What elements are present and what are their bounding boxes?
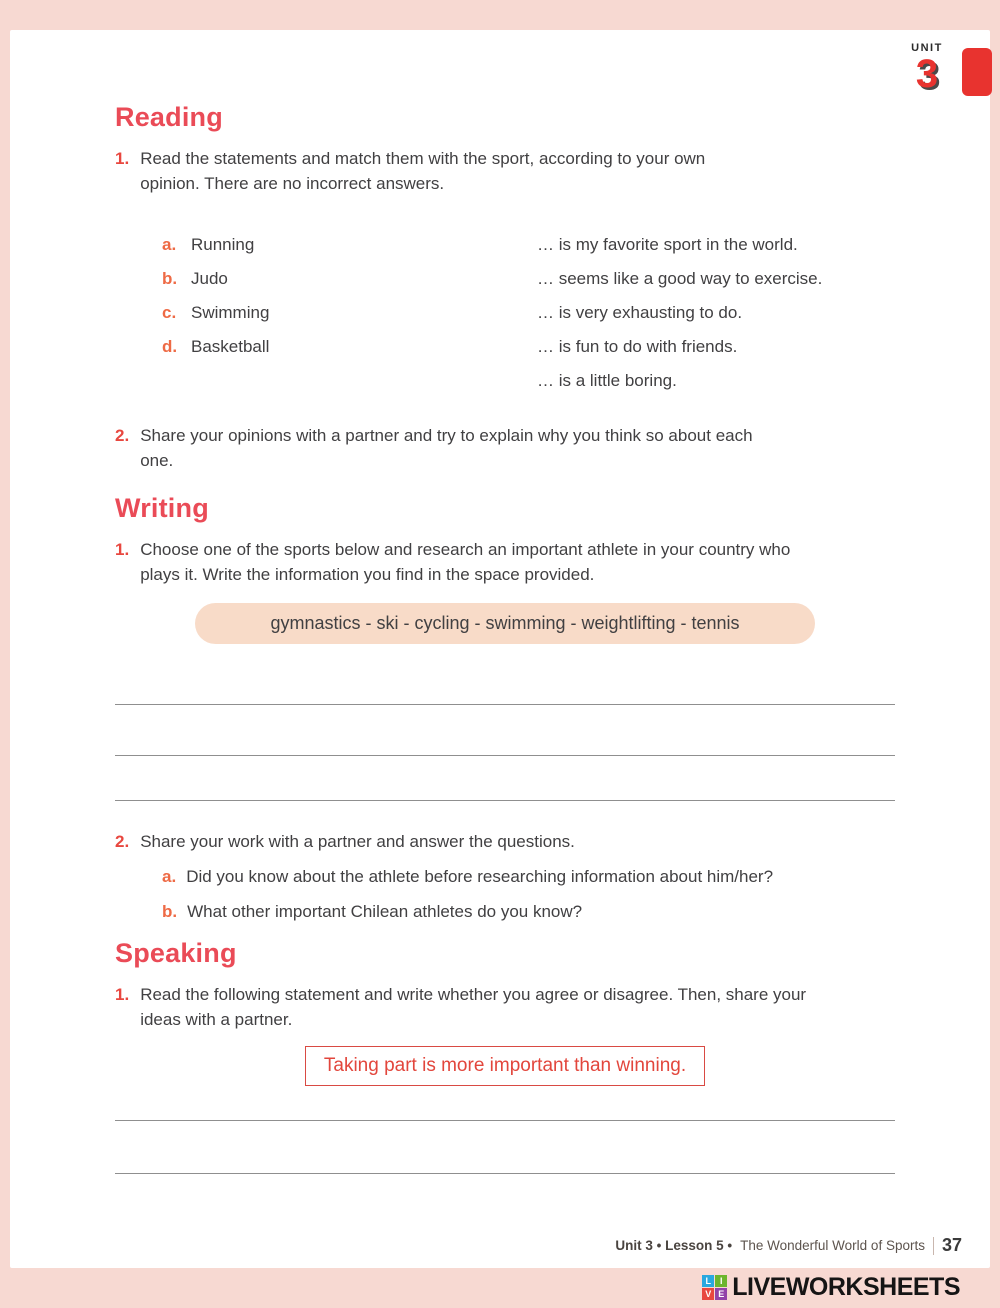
statement-label: … is very exhausting to do.	[537, 303, 743, 322]
match-row	[162, 266, 895, 291]
footer-lesson-bold: Unit 3 • Lesson 5 •	[615, 1238, 733, 1253]
footer-divider	[933, 1237, 934, 1255]
unit-number: 3	[915, 52, 939, 96]
match-letter: c.	[162, 303, 177, 322]
liveworksheets-tiles-icon	[702, 1275, 727, 1300]
writing-exercise-1	[115, 537, 895, 587]
exercise-number: 2.	[115, 832, 130, 851]
match-letter: b.	[162, 269, 178, 288]
sub-question-b	[162, 899, 895, 924]
exercise-number: 1.	[115, 149, 130, 168]
matching-list	[162, 232, 895, 393]
answer-line[interactable]	[115, 800, 895, 801]
sub-question-text: What other important Chilean athletes do you know?	[187, 902, 583, 921]
match-letter: d.	[162, 337, 178, 356]
sub-question-letter: b.	[162, 902, 178, 921]
word-bank: gymnastics - ski - cycling - swimming - weightlifting - tennis	[195, 603, 815, 644]
match-row	[162, 368, 895, 393]
match-letter: a.	[162, 235, 177, 254]
exercise-number: 1.	[115, 540, 130, 559]
statement-label: … seems like a good way to exercise.	[537, 269, 823, 288]
sport-label: Running	[191, 235, 255, 254]
answer-line[interactable]	[115, 1120, 895, 1121]
answer-line[interactable]	[115, 1173, 895, 1174]
match-row	[162, 232, 895, 257]
exercise-number: 1.	[115, 985, 130, 1004]
exercise-instruction: Share your work with a partner and answer the questions.	[140, 832, 575, 851]
sub-question-a	[162, 864, 895, 889]
statement-box-wrapper	[115, 1046, 895, 1086]
exercise-instruction: Share your opinions with a partner and try to explain why you think so about each one.	[140, 426, 753, 470]
reading-exercise-2	[115, 423, 895, 473]
statement-label: … is fun to do with friends.	[537, 337, 738, 356]
answer-line[interactable]	[115, 704, 895, 705]
match-letter	[162, 368, 191, 393]
statement-label: … is a little boring.	[537, 371, 677, 390]
sport-label: Basketball	[191, 337, 270, 356]
unit-label: UNIT	[911, 42, 943, 54]
section-title-reading: Reading	[115, 102, 223, 132]
sub-question-letter: a.	[162, 867, 177, 886]
sport-label: Swimming	[191, 303, 270, 322]
logo-tile-e: E	[715, 1288, 727, 1300]
logo-tile-i: I	[715, 1275, 727, 1287]
section-title-speaking: Speaking	[115, 938, 237, 968]
liveworksheets-wordmark: LIVEWORKSHEETS	[732, 1273, 960, 1301]
footer-lesson-title: The Wonderful World of Sports	[740, 1238, 925, 1253]
answer-line[interactable]	[115, 755, 895, 756]
exercise-instruction: Read the statements and match them with the sport, according to your own opinion. There are no incorrect answers.	[140, 149, 706, 193]
speaking-exercise-1	[115, 982, 895, 1032]
liveworksheets-logo[interactable]	[702, 1273, 960, 1302]
page-footer	[615, 1235, 962, 1256]
logo-tile-v: V	[702, 1288, 714, 1300]
sub-question-text: Did you know about the athlete before researching information about him/her?	[186, 867, 774, 886]
writing-exercise-2	[115, 829, 895, 854]
sport-label: Judo	[191, 269, 228, 288]
match-row	[162, 300, 895, 325]
exercise-instruction: Read the following statement and write whether you agree or disagree. Then, share your ideas with a partner.	[140, 985, 807, 1029]
section-title-writing: Writing	[115, 493, 209, 523]
reading-exercise-1	[115, 146, 895, 196]
exercise-instruction: Choose one of the sports below and research an important athlete in your country who plays it. Write the information you find in the space provided.	[140, 540, 791, 584]
exercise-number: 2.	[115, 426, 130, 445]
logo-tile-l: L	[702, 1275, 714, 1287]
worksheet-page	[10, 30, 990, 1268]
statement-label: … is my favorite sport in the world.	[537, 235, 798, 254]
statement-quote: Taking part is more important than winning.	[305, 1046, 705, 1086]
page-number: 37	[941, 1235, 962, 1255]
match-row	[162, 334, 895, 359]
